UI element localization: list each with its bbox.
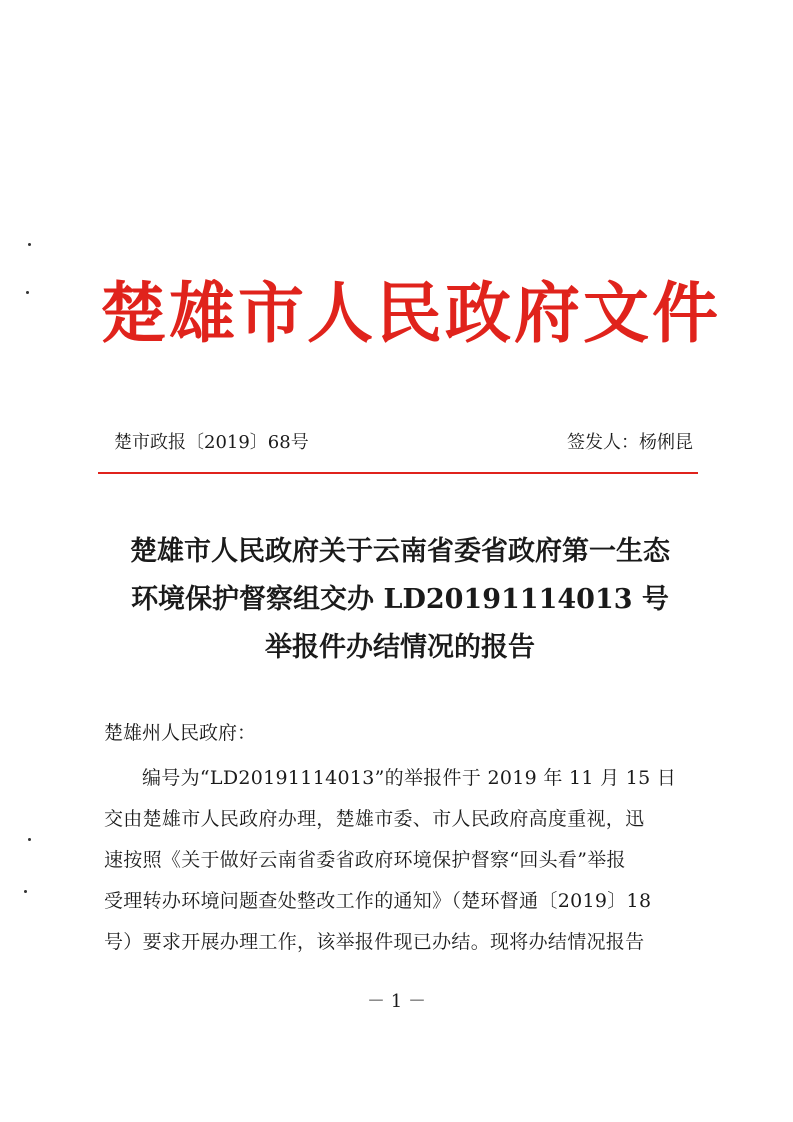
body-text-line: 号）要求开展办理工作，该举报件现已办结。现将办结情况报告 xyxy=(104,931,645,953)
salutation: 楚雄州人民政府： xyxy=(104,722,257,744)
body-text-line: 受理转办环境问题查处整改工作的通知》（楚环督通〔2019〕18 xyxy=(104,890,652,912)
scan-speck xyxy=(28,838,31,841)
scan-speck xyxy=(26,291,29,294)
document-number: 楚市政报〔2019〕68号 xyxy=(114,432,309,453)
title-line: 环境保护督察组交办 LD20191114013 号 xyxy=(131,584,669,615)
body-text-line: 速按照《关于做好云南省委省政府环境保护督察“回头看”举报 xyxy=(104,849,626,871)
document-body xyxy=(104,718,696,963)
scan-speck xyxy=(24,890,27,893)
title-line: 举报件办结情况的报告 xyxy=(265,632,535,663)
scan-speck xyxy=(28,243,31,246)
body-text-line: 交由楚雄市人民政府办理，楚雄市委、市人民政府高度重视，迅 xyxy=(104,808,645,830)
title-line: 楚雄市人民政府关于云南省委省政府第一生态 xyxy=(130,536,670,567)
page-number: － 1 － xyxy=(367,991,426,1012)
document-title xyxy=(90,528,710,672)
signer-label: 签发人：杨俐昆 xyxy=(567,432,693,453)
body-text-line: 编号为“LD20191114013”的举报件于 2019 年 11 月 15 日 xyxy=(142,767,677,789)
red-separator-line xyxy=(98,472,698,474)
document-masthead: 楚雄市人民政府文件 xyxy=(100,274,721,352)
